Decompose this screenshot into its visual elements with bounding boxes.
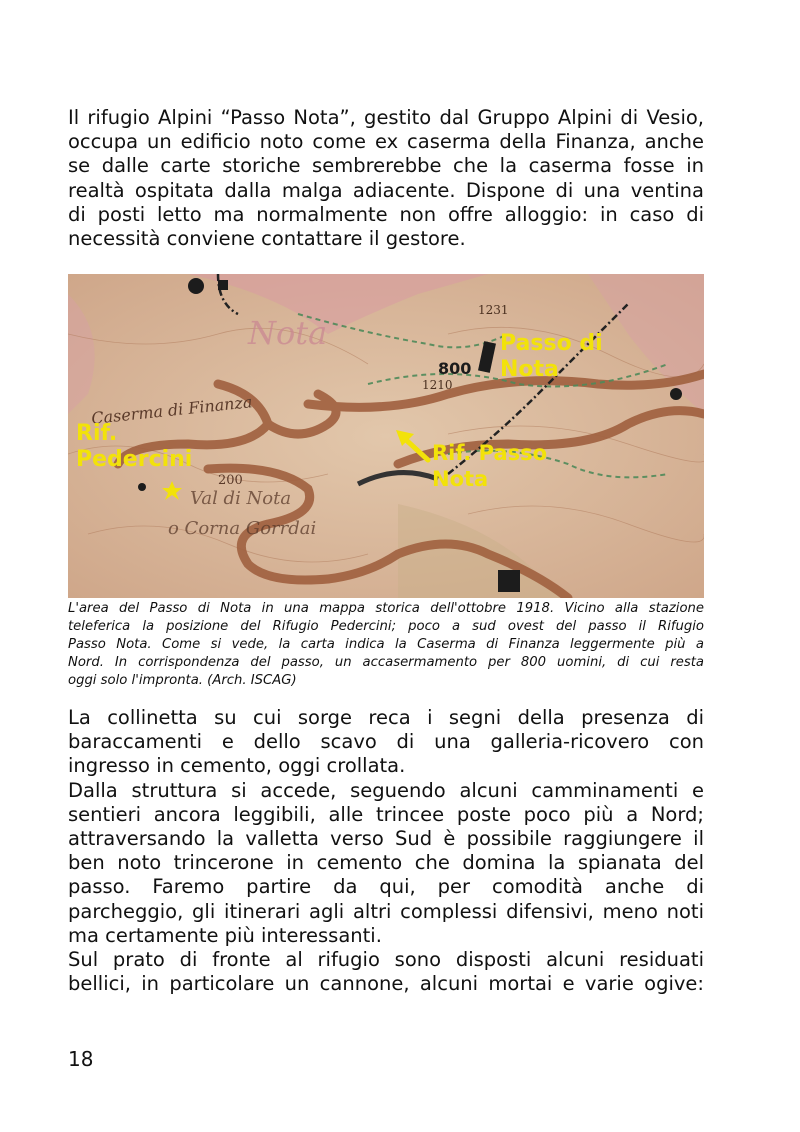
text-line: Dalla struttura si accede, seguendo alcuni camminamenti e bbox=[68, 778, 704, 802]
label-rif-pedercini-line2: Pedercini bbox=[76, 447, 193, 472]
page-number: 18 bbox=[68, 1047, 94, 1071]
text-line: se dalle carte storiche sembrerebbe che la caserma fosse in bbox=[68, 154, 704, 178]
text-line: ben noto trincerone in cemento che domina la spianata del bbox=[68, 851, 704, 875]
text-line: necessità conviene contattare il gestore. bbox=[68, 227, 466, 251]
text-line: occupa un edificio noto come ex caserma della Finanza, anche bbox=[68, 130, 704, 154]
map-text-nota-top: Nota bbox=[248, 314, 328, 352]
caption-line: L'area del Passo di Nota in una mappa storica dell'ottobre 1918. Vicino alla stazione bbox=[68, 601, 704, 616]
text-line: realtà ospitata dalla malga adiacente. Dispone di una ventina bbox=[68, 178, 704, 202]
map-text-val-di-nota: Val di Nota bbox=[190, 488, 292, 509]
caption-line: oggi solo l'impronta. (Arch. ISCAG) bbox=[68, 673, 297, 688]
map-caption bbox=[68, 600, 704, 690]
map-text-200: 200 bbox=[218, 473, 243, 488]
text-line: sentieri ancora leggibili, alle trincee poste poco più a Nord; bbox=[68, 802, 704, 826]
label-rif-pedercini-line1: Rif. bbox=[76, 421, 118, 446]
caption-line: Nord. In corrispondenza del passo, un accasermamento per 800 uomini, di cui resta bbox=[68, 655, 704, 670]
map-text-1231: 1231 bbox=[478, 303, 509, 317]
label-rif-passo-nota-line2: Nota bbox=[432, 467, 489, 491]
text-line: attraversando la valletta verso Sud è possibile raggiungere il bbox=[68, 827, 704, 851]
text-line: ingresso in cemento, oggi crollata. bbox=[68, 754, 406, 778]
body-paragraph bbox=[68, 706, 704, 996]
historical-map-image bbox=[68, 274, 704, 598]
text-line: passo. Faremo partire da qui, per comodità anche di bbox=[68, 875, 704, 899]
intro-paragraph bbox=[68, 106, 704, 251]
text-line: bellici, in particolare un cannone, alcuni mortai e varie ogive: bbox=[68, 972, 704, 996]
text-line: Sul prato di fronte al rifugio sono disposti alcuni residuati bbox=[68, 948, 704, 972]
label-passo-di-nota-line1: Passo di bbox=[500, 331, 603, 356]
label-passo-di-nota-line2: Nota bbox=[500, 357, 559, 382]
map-text-800: 800 bbox=[438, 359, 472, 378]
text-line: baraccamenti e dello scavo di una galleria-ricovero con bbox=[68, 730, 704, 754]
pedercini-marker-icon bbox=[138, 483, 146, 491]
text-line: parcheggio, gli itinerari agli altri complessi difensivi, meno noti bbox=[68, 899, 704, 923]
map-text-1210: 1210 bbox=[422, 378, 453, 392]
text-line: ma certamente più interessanti. bbox=[68, 923, 382, 947]
map-text-caserma: Caserma di Finanza bbox=[90, 392, 254, 428]
caption-line: teleferica la posizione del Rifugio Pedercini; poco a sud ovest del passo il Rifugio bbox=[68, 619, 704, 634]
text-line: La collinetta su cui sorge reca i segni della presenza di bbox=[68, 706, 704, 729]
caption-line: Passo Nota. Come si vede, la carta indica la Caserma di Finanza leggermente più a bbox=[68, 637, 704, 652]
text-line: di posti letto ma normalmente non offre alloggio: in caso di bbox=[68, 202, 704, 226]
label-rif-passo-nota-line1: Rif. Passo bbox=[432, 441, 548, 465]
map-text-o-corna: o Corna Gorrdai bbox=[168, 518, 317, 539]
text-line: Il rifugio Alpini “Passo Nota”, gestito dal Gruppo Alpini di Vesio, bbox=[68, 106, 704, 129]
